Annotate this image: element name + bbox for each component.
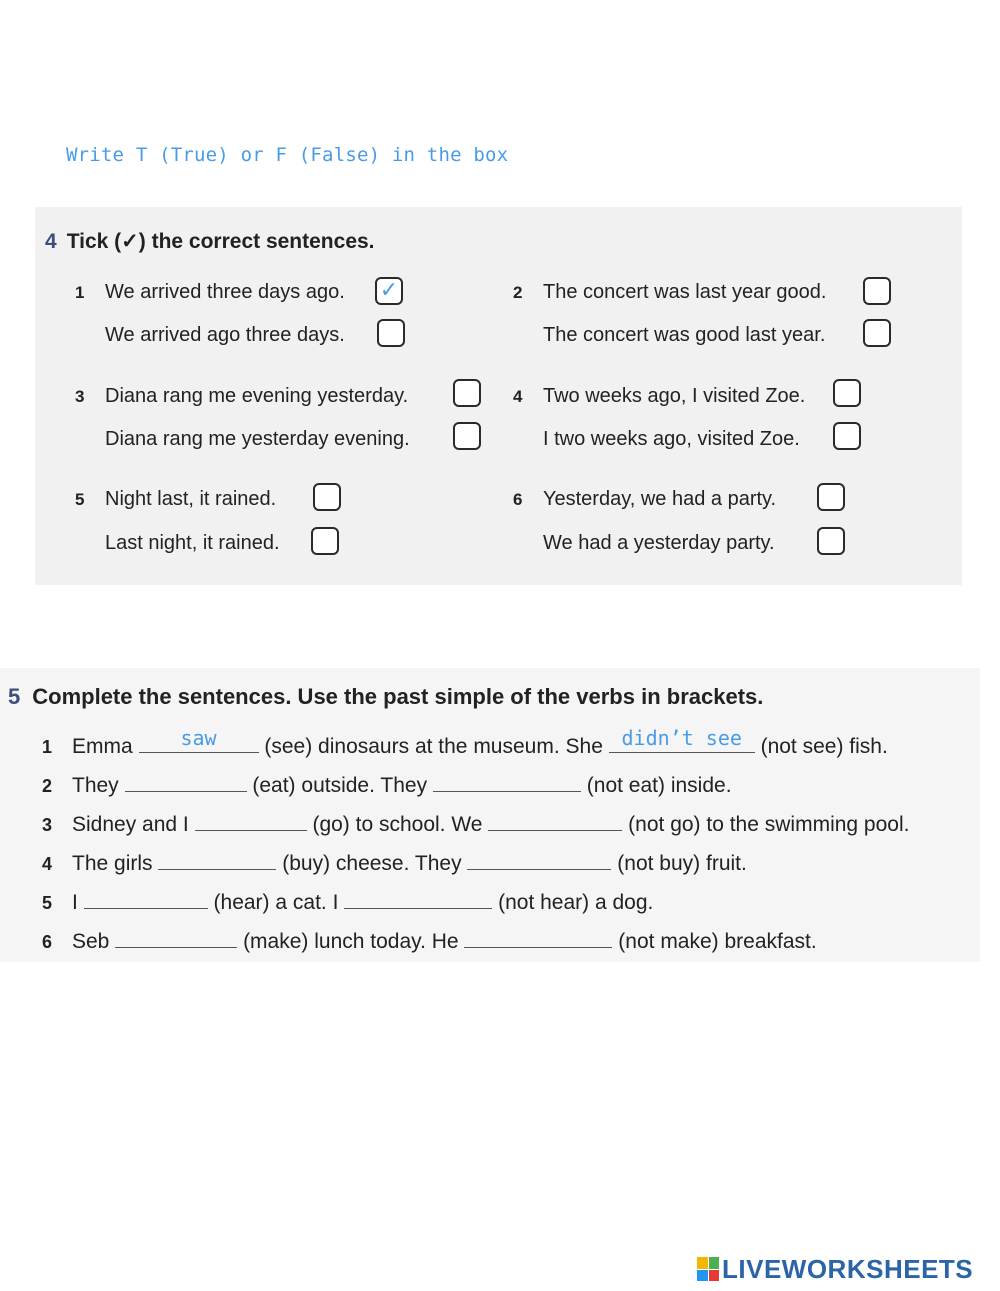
sentence-text: I two weeks ago, visited Zoe. [543,428,800,450]
item-number: 2 [42,776,53,796]
item-number: 6 [513,490,523,509]
answer-checkbox[interactable] [313,483,341,511]
sentence-part: (eat) outside. They [252,774,428,797]
item-number: 4 [42,854,53,874]
sentence-text: Night last, it rained. [105,488,277,510]
sentence-part: They [72,774,119,797]
answer-field[interactable] [467,847,611,870]
sentence-row [105,532,280,555]
sentence-part: (not go) to the swimming pool. [628,813,910,836]
exercise-number: 5 [8,684,21,709]
answer-field[interactable] [433,769,581,792]
answer-field[interactable] [139,726,259,753]
item-number: 3 [75,387,85,406]
sentence-text: We arrived three days ago. [105,281,345,303]
answer-checkbox[interactable] [817,527,845,555]
item-number: 3 [42,815,53,835]
exercise-title-text: Complete the sentences. Use the past simple of the verbs in brackets. [32,684,764,709]
sentence-line [42,925,817,954]
exercise-5-panel [0,668,980,962]
answer-text: saw [180,726,217,750]
sentence-line [42,769,732,798]
sentence-row [75,385,408,408]
answer-checkbox[interactable] [863,319,891,347]
sentence-row [543,428,800,451]
sentence-part: (not see) fish. [760,735,888,758]
sentence-part: (not buy) fruit. [617,852,747,875]
answer-checkbox[interactable] [377,319,405,347]
sentence-part: Seb [72,930,110,953]
logo-icon [697,1257,719,1281]
sentence-row [105,324,345,347]
answer-field[interactable] [158,847,276,870]
sentence-text: Last night, it rained. [105,532,280,554]
item-number: 5 [75,490,85,509]
exercise-number: 4 [45,230,57,253]
sentence-row [75,281,345,304]
sentence-part: Sidney and I [72,813,189,836]
sentence-part: (make) lunch today. He [243,930,459,953]
answer-field[interactable] [609,726,755,753]
answer-checkbox[interactable] [863,277,891,305]
sentence-line [42,808,909,837]
item-number: 1 [42,737,53,757]
item-number: 6 [42,932,53,952]
sentence-row [75,488,276,511]
answer-checkbox[interactable] [311,527,339,555]
sentence-row [513,281,826,304]
sentence-line [42,726,888,759]
sentence-text: We arrived ago three days. [105,324,345,346]
exercise-4-panel [35,207,962,585]
answer-field[interactable] [125,769,247,792]
sentence-row [105,428,410,451]
sentence-text: Diana rang me yesterday evening. [105,428,410,450]
sentence-part: The girls [72,852,153,875]
instruction-text: Write T (True) or F (False) in the box [66,144,509,166]
sentence-row [543,324,825,347]
answer-field[interactable] [344,886,492,909]
sentence-part: Emma [72,735,133,758]
item-number: 5 [42,893,53,913]
exercise-5-title [8,684,763,710]
sentence-line [42,886,653,915]
sentence-text: We had a yesterday party. [543,532,775,554]
answer-checkbox[interactable] [453,422,481,450]
sentence-row [543,532,775,555]
logo-text: LIVEWORKSHEETS [722,1253,974,1284]
answer-text: didn’t see [621,726,742,750]
sentence-text: Diana rang me evening yesterday. [105,385,409,407]
sentence-part: (go) to school. We [312,813,483,836]
answer-field[interactable] [115,925,237,948]
answer-checkbox[interactable] [833,422,861,450]
answer-checkbox[interactable] [453,379,481,407]
item-number: 2 [513,283,523,302]
answer-checkbox[interactable] [833,379,861,407]
item-number: 1 [75,283,85,302]
sentence-part: (buy) cheese. They [282,852,462,875]
exercise-4-title [45,229,375,254]
answer-checkbox[interactable]: ✓ [375,277,403,305]
sentence-part: (not eat) inside. [586,774,732,797]
sentence-row [513,488,776,511]
sentence-text: Yesterday, we had a party. [543,488,777,510]
answer-field[interactable] [84,886,208,909]
answer-field[interactable] [464,925,612,948]
answer-checkbox[interactable] [817,483,845,511]
answer-field[interactable] [195,808,307,831]
sentence-text: The concert was good last year. [543,324,826,346]
answer-field[interactable] [488,808,622,831]
item-number: 4 [513,387,523,406]
sentence-part: (hear) a cat. I [213,891,339,914]
sentence-part: (not make) breakfast. [618,930,817,953]
sentence-part: (not hear) a dog. [498,891,654,914]
sentence-text: Two weeks ago, I visited Zoe. [543,385,806,407]
sentence-part: I [72,891,78,914]
sentence-text: The concert was last year good. [543,281,827,303]
sentence-line [42,847,747,876]
exercise-title-text: Tick (✓) the correct sentences. [66,230,375,253]
sentence-part: (see) dinosaurs at the museum. She [264,735,603,758]
sentence-row [513,385,805,408]
liveworksheets-logo [697,1254,973,1284]
